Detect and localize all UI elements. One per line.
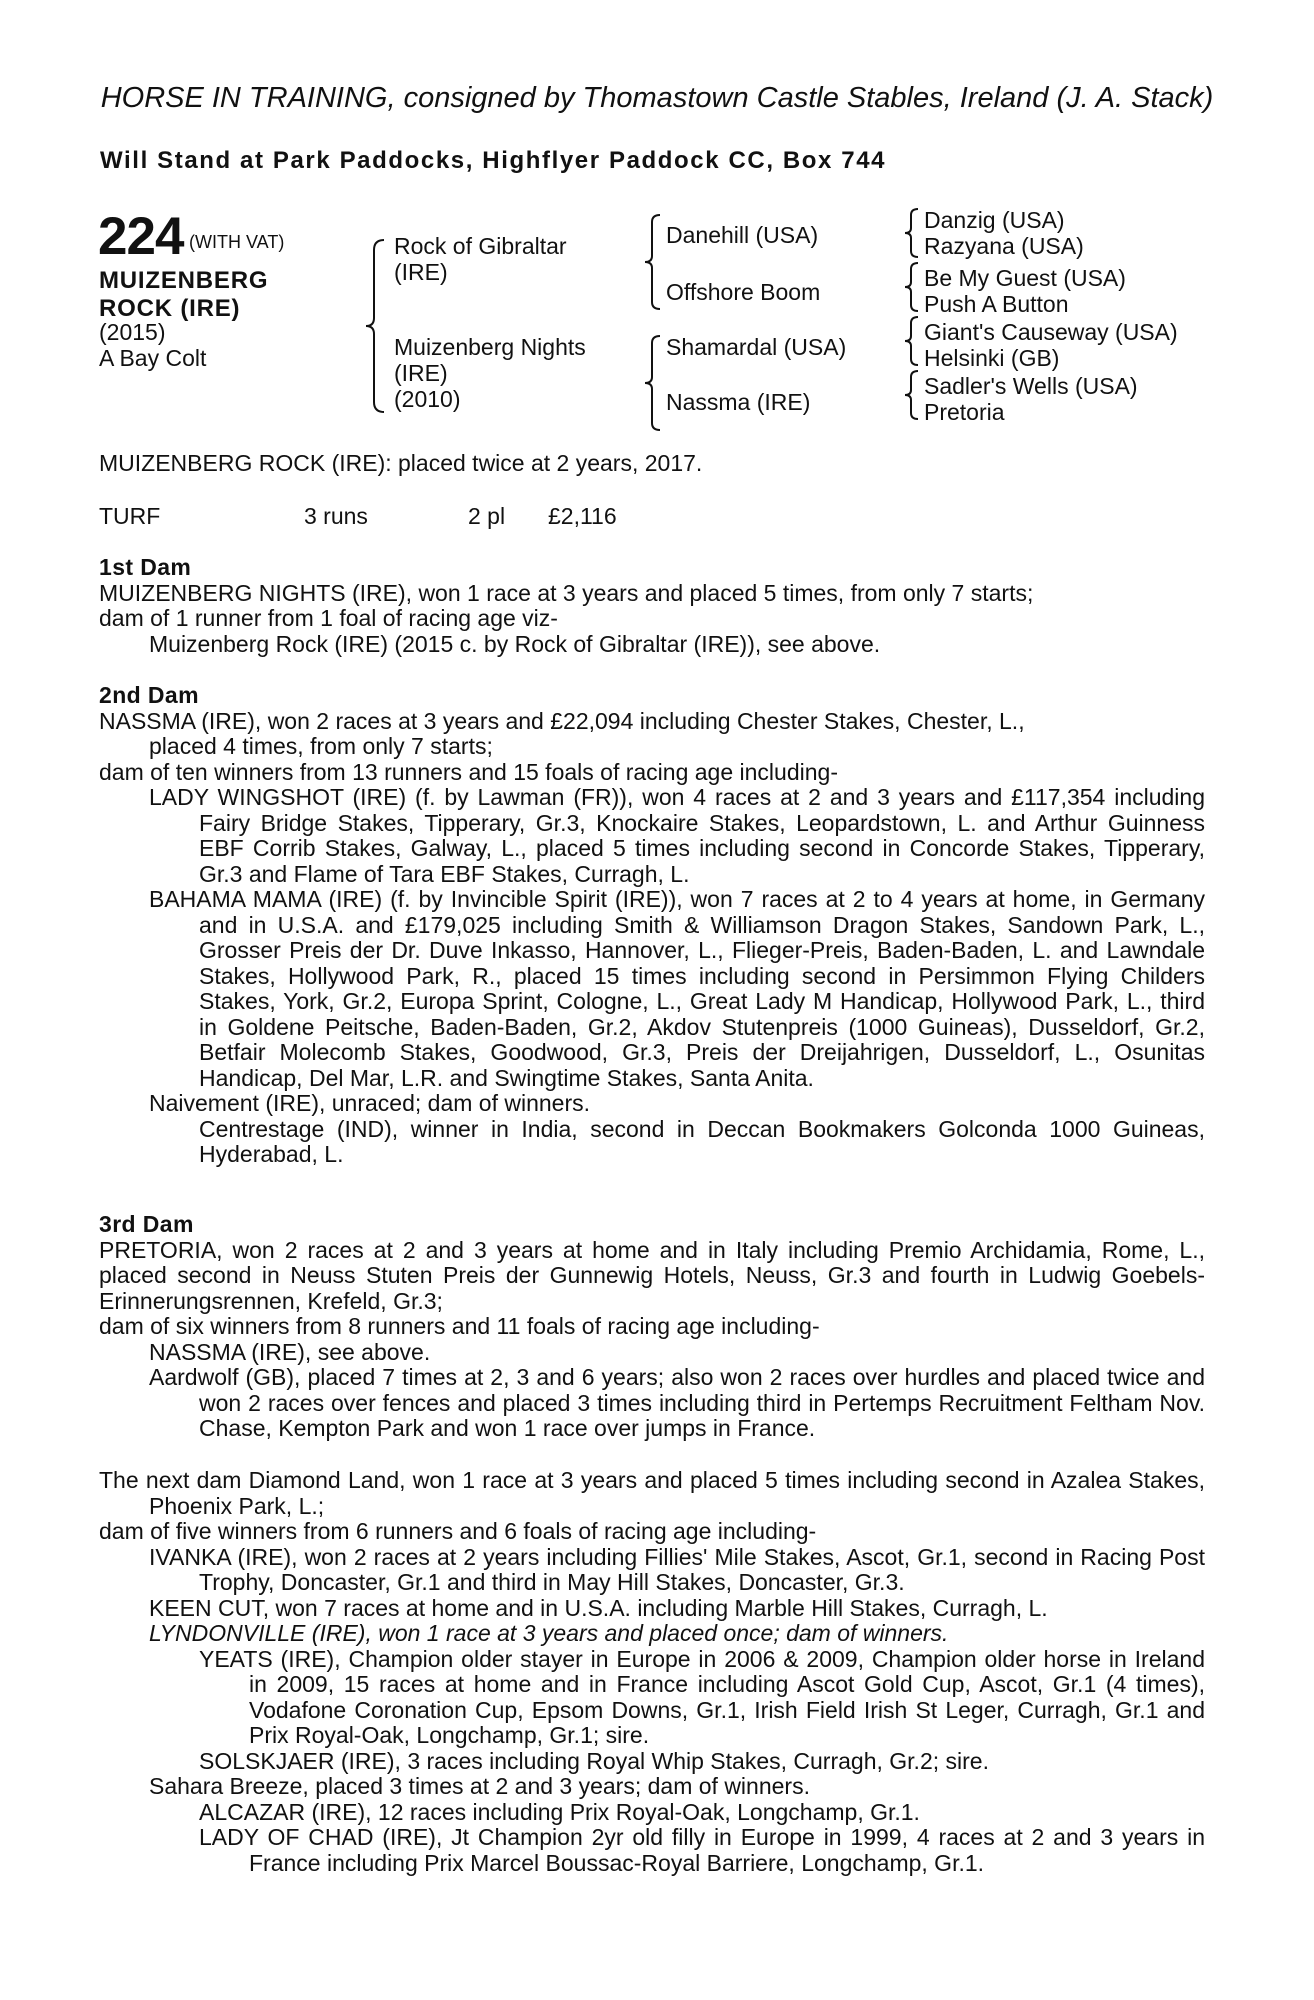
pedigree-dam-dam: Nassma (IRE): [666, 389, 811, 415]
second-dam-line1: NASSMA (IRE), won 2 races at 3 years and £22,094 including Chester Stakes, Chester, L.,: [99, 707, 1025, 734]
pedigree-brace-2: [900, 260, 922, 314]
lot-vat: (WITH VAT): [189, 232, 285, 252]
naivement-entry: Naivement (IRE), unraced; dam of winners.: [149, 1090, 591, 1116]
pedigree-brace-sire: [640, 212, 664, 312]
pedigree-brace-dam: [640, 333, 664, 433]
turf-earnings: £2,116: [548, 503, 617, 529]
sahara-breeze-entry: Sahara Breeze, placed 3 times at 2 and 3 years; dam of winners.: [149, 1773, 810, 1799]
pedigree-sire-sire: Danehill (USA): [666, 222, 819, 248]
lot-name-line1: MUIZENBERG: [99, 267, 269, 294]
turf-placed: 2 pl: [468, 503, 506, 529]
lady-of-chad-entry: LADY OF CHAD (IRE), Jt Champion 2yr old filly in Europe in 1999, 4 races at 2 and 3 years in France including Prix Marcel Boussac-Royal Barriere, Longchamp, Gr.1.: [199, 1824, 1205, 1876]
stand-location: Will Stand at Park Paddocks, Highflyer Paddock CC, Box 744: [100, 147, 887, 174]
pedigree-dss: Giant's Causeway (USA): [924, 319, 1178, 345]
pedigree-sire: [394, 233, 567, 285]
next-dam-line1: The next dam Diamond Land, won 1 race at 3 years and placed 5 times including second in Azalea Stakes, Phoenix Park, L.;: [99, 1467, 1205, 1519]
second-dam-line2: placed 4 times, from only 7 starts;: [149, 733, 493, 759]
pedigree-dam-sire: Shamardal (USA): [666, 334, 847, 360]
pedigree-ssd: Razyana (USA): [924, 233, 1084, 259]
third-dam-section: [99, 1212, 1205, 1442]
first-dam-line3: Muizenberg Rock (IRE) (2015 c. by Rock of Gibraltar (IRE)), see above.: [149, 630, 881, 657]
next-dam-line2: dam of five winners from 6 runners and 6 foals of racing age including-: [99, 1518, 817, 1544]
second-dam-section: [99, 683, 1205, 1168]
next-dam-section: [99, 1468, 1205, 1876]
third-dam-line2: dam of six winners from 8 runners and 11 foals of racing age including-: [99, 1313, 820, 1339]
yeats-entry: YEATS (IRE), Champion older stayer in Europe in 2006 & 2009, Champion older horse in Ireland in 2009, 15 races at home and in France including Ascot Gold Cup, Ascot, Gr.1 (4 times), Vodafone Coronation Cup, Epsom Downs, Gr.1, Irish Field Irish St Leger, Curragh, Gr.1 and Prix Royal-Oak, Longchamp, Gr.1; sire.: [199, 1645, 1205, 1748]
dam-year: (2010): [394, 386, 461, 412]
first-dam-title: 1st Dam: [99, 554, 192, 580]
solskjaer-entry: SOLSKJAER (IRE), 3 races including Royal Whip Stakes, Curragh, Gr.2; sire.: [199, 1747, 989, 1774]
aardwolf-entry: Aardwolf (GB), placed 7 times at 2, 3 and 6 years; also won 2 races over hurdles and placed twice and won 2 races over fences and placed 3 times including third in Pertemps Recruitment Feltham Nov. Chase, Kempton Park and won 1 race over jumps in France.: [149, 1364, 1205, 1441]
dam-name: Muizenberg Nights: [394, 334, 586, 360]
keen-cut-entry: KEEN CUT, won 7 races at home and in U.S.A. including Marble Hill Stakes, Curragh, L.: [149, 1594, 1048, 1621]
pedigree-sds: Be My Guest (USA): [924, 265, 1126, 291]
centrestage-entry: Centrestage (IND), winner in India, second in Deccan Bookmakers Golconda 1000 Guineas, Hyderabad, L.: [199, 1115, 1205, 1167]
pedigree-dsd: Helsinki (GB): [924, 345, 1060, 371]
pedigree-ddd: Pretoria: [924, 399, 1005, 425]
second-dam-line3: dam of ten winners from 13 runners and 15 foals of racing age including-: [99, 758, 838, 785]
ivanka-entry: IVANKA (IRE), won 2 races at 2 years including Fillies' Mile Stakes, Ascot, Gr.1, second in Racing Post Trophy, Doncaster, Gr.1 and third in May Hill Stakes, Doncaster, Gr.3.: [149, 1543, 1205, 1595]
sire-name: Rock of Gibraltar: [394, 233, 567, 259]
race-summary: MUIZENBERG ROCK (IRE): placed twice at 2 years, 2017.: [99, 450, 703, 476]
third-dam-line1: PRETORIA, won 2 races at 2 and 3 years at home and in Italy including Premio Archidamia, Rome, L., placed second in Neuss Stuten Preis der Gunnewig Hotels, Neuss, Gr.3 and fourth in Ludwig Goebels-Erinnerungsrennen, Krefeld, Gr.3;: [99, 1236, 1205, 1314]
pedigree-brace-main: [360, 236, 390, 416]
pedigree-sdd: Push A Button: [924, 291, 1069, 317]
pedigree-brace-4: [900, 368, 922, 422]
lyndonville-entry: LYNDONVILLE (IRE), won 1 race at 3 years and placed once; dam of winners.: [149, 1620, 949, 1646]
consignment-header: HORSE IN TRAINING, consigned by Thomastown Castle Stables, Ireland (J. A. Stack): [100, 82, 1214, 114]
pedigree-brace-3: [900, 314, 922, 368]
first-dam-section: [99, 555, 1205, 657]
lot-description: A Bay Colt: [99, 345, 207, 371]
third-dam-title: 3rd Dam: [99, 1211, 194, 1237]
first-dam-line2: dam of 1 runner from 1 foal of racing age viz-: [99, 605, 558, 631]
pedigree-dds: Sadler's Wells (USA): [924, 373, 1138, 399]
second-dam-title: 2nd Dam: [99, 682, 199, 708]
turf-label: TURF: [99, 503, 161, 529]
lot-number: 224: [98, 207, 184, 266]
pedigree-brace-1: [900, 206, 922, 260]
first-dam-line1: MUIZENBERG NIGHTS (IRE), won 1 race at 3 years and placed 5 times, from only 7 starts;: [99, 579, 1034, 606]
pedigree-sire-dam: Offshore Boom: [666, 279, 821, 305]
pedigree-sss: Danzig (USA): [924, 207, 1065, 233]
turf-runs: 3 runs: [304, 503, 368, 529]
dam-suffix: (IRE): [394, 360, 448, 386]
pedigree-dam: [394, 334, 586, 412]
sire-suffix: (IRE): [394, 259, 448, 285]
lot-year: (2015): [99, 319, 166, 345]
lady-wingshot-entry: LADY WINGSHOT (IRE) (f. by Lawman (FR)), won 4 races at 2 and 3 years and £117,354 including Fairy Bridge Stakes, Tipperary, Gr.3, Knockaire Stakes, Leopardstown, L. and Arthur Guinness EBF Corrib Stakes, Galway, L., placed 5 times including second in Concorde Stakes, Tipperary, Gr.3 and Flame of Tara EBF Stakes, Curragh, L.: [149, 784, 1205, 887]
lot-name-line2: ROCK (IRE): [99, 295, 241, 322]
bahama-mama-entry: BAHAMA MAMA (IRE) (f. by Invincible Spirit (IRE)), won 7 races at 2 to 4 years at home, in Germany and in U.S.A. and £179,025 including Smith & Williamson Dragon Stakes, Sandown Park, L., Grosser Preis der Dr. Duve Inkasso, Hannover, L., Flieger-Preis, Baden-Baden, L. and Lawndale Stakes, Hollywood Park, R., placed 15 times including second in Persimmon Flying Childers Stakes, York, Gr.2, Europa Sprint, Cologne, L., Great Lady M Handicap, Hollywood Park, L., third in Goldene Peitsche, Baden-Baden, Gr.2, Akdov Stutenpreis (1000 Guineas), Dusseldorf, Gr.2, Betfair Molecomb Stakes, Goodwood, Gr.3, Preis der Dreijahrigen, Dusseldorf, L., Osunitas Handicap, Del Mar, L.R. and Swingtime Stakes, Santa Anita.: [149, 886, 1205, 1091]
turf-record: [99, 504, 1205, 530]
alcazar-entry: ALCAZAR (IRE), 12 races including Prix Royal-Oak, Longchamp, Gr.1.: [199, 1798, 920, 1825]
lot-name: [99, 267, 268, 323]
nassma-entry: NASSMA (IRE), see above.: [149, 1338, 431, 1365]
